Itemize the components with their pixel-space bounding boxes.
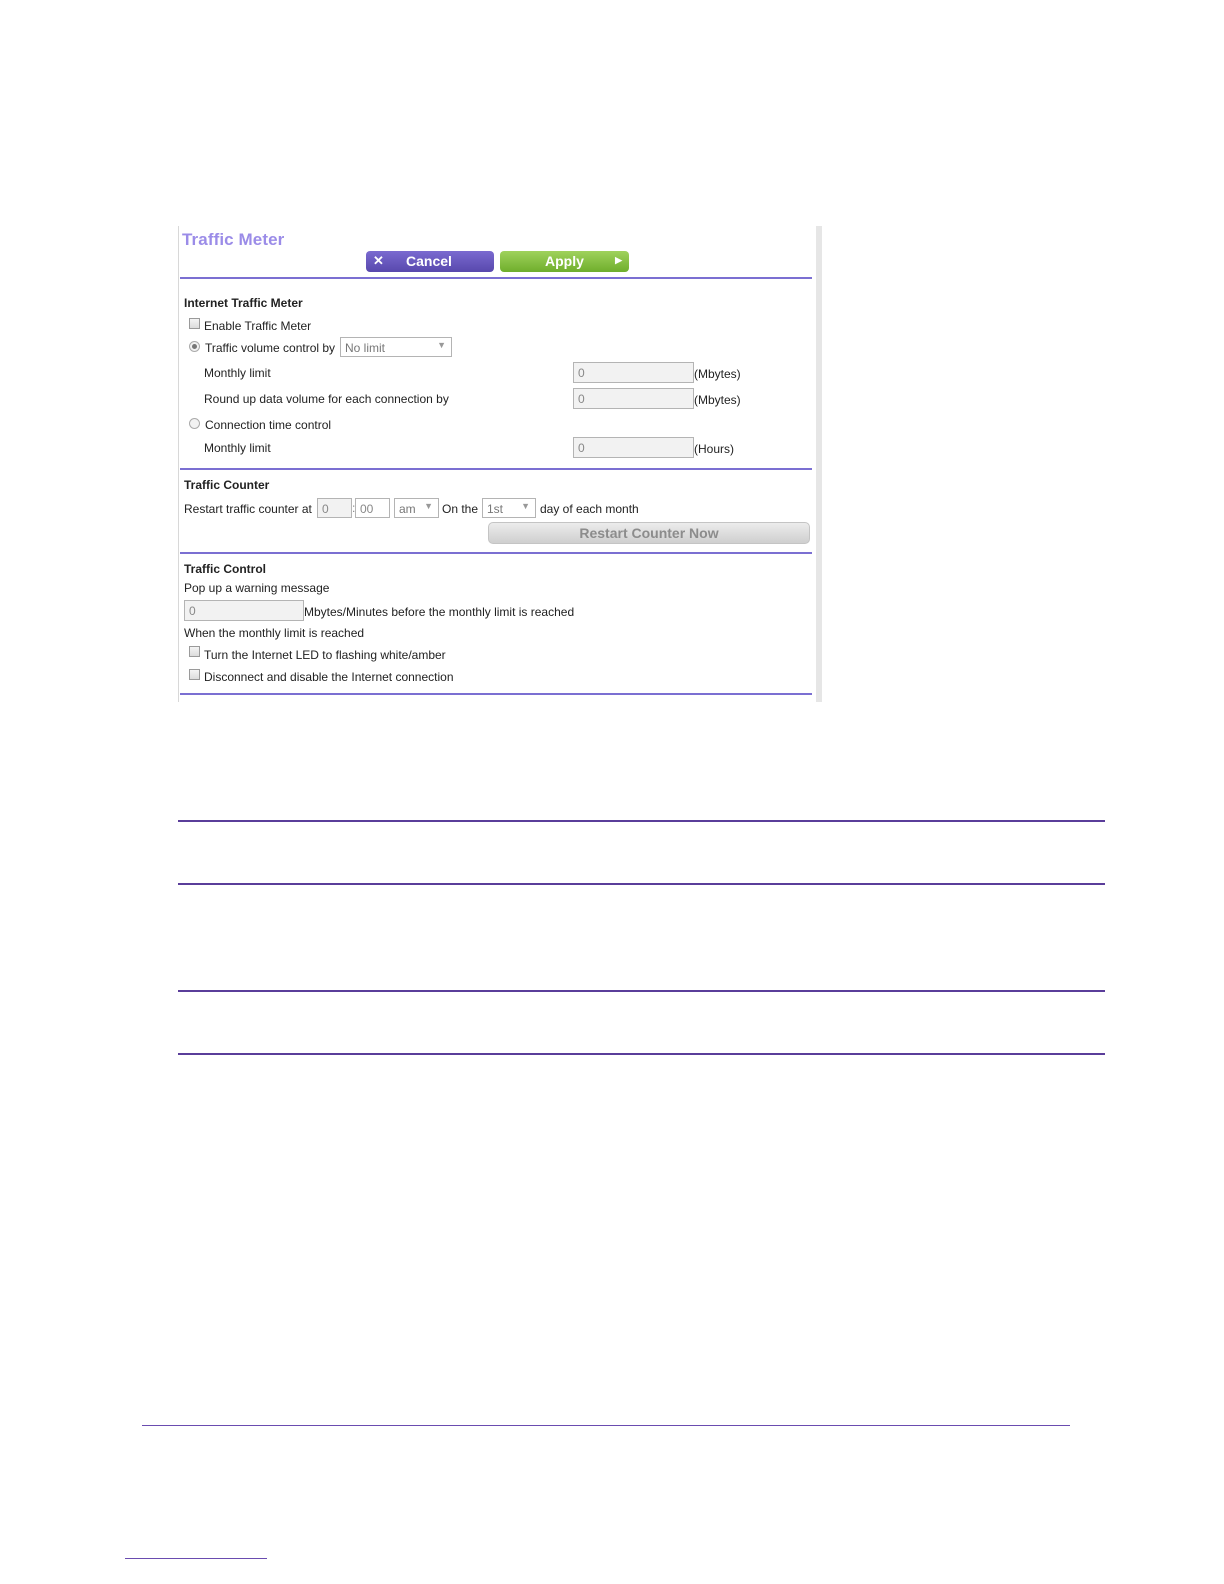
- round-up-unit: (Mbytes): [694, 393, 741, 407]
- section-divider: [180, 552, 812, 554]
- monthly-limit-input[interactable]: 0: [573, 362, 694, 383]
- connection-time-control-label: Connection time control: [205, 418, 332, 432]
- connection-time-control-radio[interactable]: [189, 418, 200, 429]
- restart-counter-label: Restart traffic counter at: [184, 502, 312, 516]
- flash-led-label: Turn the Internet LED to flashing white/amber: [204, 648, 446, 662]
- time-colon: :: [352, 501, 356, 515]
- apply-button[interactable]: [500, 251, 629, 272]
- table-rule: [178, 1053, 1105, 1055]
- restart-counter-now-button[interactable]: Restart Counter Now: [488, 522, 810, 544]
- traffic-control-header: Traffic Control: [184, 562, 267, 576]
- traffic-meter-screenshot: [178, 226, 822, 702]
- time-monthly-limit-label: Monthly limit: [204, 441, 271, 455]
- on-the-label: On the: [442, 502, 479, 516]
- page-title: Traffic Meter: [182, 230, 285, 249]
- cancel-button[interactable]: [366, 251, 494, 272]
- apply-button-label: Apply: [545, 253, 584, 269]
- traffic-volume-control-label: Traffic volume control by: [205, 341, 336, 355]
- warning-threshold-input[interactable]: 0: [184, 600, 304, 621]
- monthly-limit-label: Monthly limit: [204, 366, 271, 380]
- round-up-label: Round up data volume for each connection by: [204, 392, 449, 406]
- play-arrow-icon: ▶: [615, 255, 622, 265]
- screenshot-edge: [178, 226, 179, 702]
- day-select[interactable]: [482, 498, 536, 518]
- popup-warning-label: Pop up a warning message: [184, 581, 330, 595]
- round-up-input[interactable]: 0: [573, 388, 694, 409]
- close-icon: ✕: [373, 253, 384, 268]
- when-limit-reached-label: When the monthly limit is reached: [184, 626, 365, 640]
- ampm-select[interactable]: [394, 498, 439, 518]
- disconnect-internet-checkbox[interactable]: [189, 669, 200, 680]
- footer-rule: [142, 1425, 1070, 1426]
- enable-traffic-meter-checkbox[interactable]: [189, 318, 200, 329]
- flash-led-checkbox[interactable]: [189, 646, 200, 657]
- disconnect-internet-label: Disconnect and disable the Internet connection: [204, 670, 454, 684]
- monthly-limit-unit: (Mbytes): [694, 367, 741, 381]
- table-rule: [178, 883, 1105, 885]
- ampm-value: am: [399, 502, 416, 516]
- traffic-volume-control-value: No limit: [345, 341, 386, 355]
- footer-link-underline: [125, 1558, 267, 1559]
- chevron-down-icon: ▼: [437, 340, 446, 350]
- traffic-volume-control-radio[interactable]: [189, 341, 200, 352]
- cancel-button-label: Cancel: [406, 253, 452, 269]
- restart-hour-input[interactable]: 0: [317, 498, 352, 518]
- table-rule: [178, 820, 1105, 822]
- table-rule: [178, 990, 1105, 992]
- chevron-down-icon: ▼: [521, 501, 530, 511]
- internet-traffic-meter-header: Internet Traffic Meter: [184, 296, 303, 310]
- enable-traffic-meter-label: Enable Traffic Meter: [204, 319, 312, 333]
- traffic-volume-control-select[interactable]: [340, 337, 452, 357]
- section-divider: [180, 693, 812, 695]
- day-of-month-label: day of each month: [540, 502, 639, 516]
- restart-minute-input[interactable]: 00: [355, 498, 390, 518]
- day-value: 1st: [487, 502, 504, 516]
- section-divider: [180, 468, 812, 470]
- traffic-counter-header: Traffic Counter: [184, 478, 270, 492]
- warning-threshold-suffix: Mbytes/Minutes before the monthly limit is reached: [304, 605, 575, 619]
- time-monthly-limit-input[interactable]: 0: [573, 437, 694, 458]
- header-divider: [180, 277, 812, 279]
- time-monthly-limit-unit: (Hours): [694, 442, 735, 456]
- chevron-down-icon: ▼: [424, 501, 433, 511]
